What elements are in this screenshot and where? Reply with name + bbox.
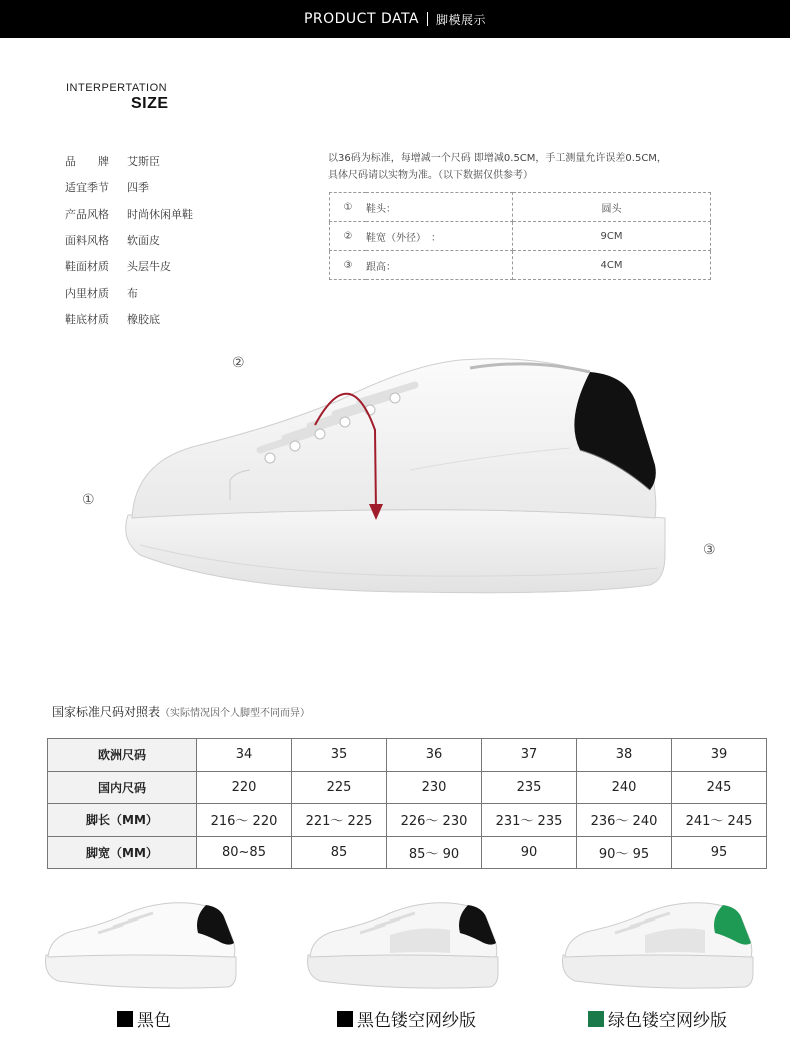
size-note-line: 具体尺码请以实物为准。（以下数据仅供参考） xyxy=(328,170,533,181)
spec-number: ① xyxy=(330,193,367,222)
variant-black-mesh-image xyxy=(300,895,505,995)
table-cell: 34 xyxy=(197,739,292,772)
shoe-side-view-image xyxy=(110,340,670,610)
table-cell: 37 xyxy=(482,739,577,772)
variant-green-mesh-image xyxy=(555,895,760,995)
attribute-key: 内里材质 xyxy=(65,286,109,300)
attribute-key: 适宜季节 xyxy=(65,181,109,195)
table-cell: 220 xyxy=(197,771,292,804)
color-swatch xyxy=(588,1011,604,1027)
table-row xyxy=(48,804,767,837)
attribute-key: 鞋底材质 xyxy=(65,312,109,326)
table-cell: 241～ 245 xyxy=(672,804,767,837)
table-row xyxy=(48,771,767,804)
attribute-row xyxy=(65,174,193,200)
attribute-row xyxy=(65,279,193,305)
size-chart-title-text: 国家标准尺码对照表 xyxy=(52,705,161,719)
spec-value: 9CM xyxy=(513,222,711,251)
attribute-value: 艾斯臣 xyxy=(127,155,160,169)
table-cell: 85 xyxy=(292,836,387,869)
header-title-en: PRODUCT DATA xyxy=(303,11,420,27)
spec-value: 4CM xyxy=(513,251,711,280)
header-title-cn: 脚模展示 xyxy=(436,12,487,27)
size-heading: SIZE xyxy=(131,95,169,112)
marker-heel: ③ xyxy=(703,542,716,558)
header-bar xyxy=(0,0,790,38)
table-cell: 39 xyxy=(672,739,767,772)
row-header: 欧洲尺码 xyxy=(48,739,197,772)
variant-label xyxy=(588,1006,727,1031)
color-swatch xyxy=(117,1011,133,1027)
marker-width: ② xyxy=(232,355,245,371)
spec-row xyxy=(330,251,711,280)
table-cell: 221～ 225 xyxy=(292,804,387,837)
table-cell: 231～ 235 xyxy=(482,804,577,837)
table-cell: 230 xyxy=(387,771,482,804)
variant-label-text: 黑色镂空网纱版 xyxy=(357,1011,476,1031)
table-cell: 85～ 90 xyxy=(387,836,482,869)
size-chart-title xyxy=(52,703,310,720)
attribute-key: 鞋面材质 xyxy=(65,260,109,274)
size-note-line: 以36码为标准，每增减一个尺码 即增减0.5CM，手工测量允许误差0.5CM， xyxy=(328,153,667,164)
attribute-value: 时尚休闲单鞋 xyxy=(127,207,193,221)
table-cell: 236～ 240 xyxy=(577,804,672,837)
table-cell: 225 xyxy=(292,771,387,804)
attribute-value: 橡胶底 xyxy=(127,312,160,326)
spec-number: ② xyxy=(330,222,367,251)
attribute-row xyxy=(65,253,193,279)
variant-label xyxy=(337,1006,476,1031)
row-header: 脚长（MM） xyxy=(48,804,197,837)
spec-label: 鞋头： xyxy=(366,193,513,222)
spec-label: 鞋宽（外径） ： xyxy=(366,222,513,251)
variant-black-image xyxy=(38,895,243,995)
spec-number: ③ xyxy=(330,251,367,280)
attribute-value: 布 xyxy=(127,286,138,300)
attribute-row xyxy=(65,201,193,227)
table-cell: 226～ 230 xyxy=(387,804,482,837)
attribute-key: 面料风格 xyxy=(65,234,109,248)
color-swatch xyxy=(337,1011,353,1027)
attribute-key: 品 牌 xyxy=(65,155,109,169)
attribute-row xyxy=(65,148,193,174)
row-header: 国内尺码 xyxy=(48,771,197,804)
variant-label-text: 黑色 xyxy=(137,1011,171,1031)
attribute-row xyxy=(65,227,193,253)
table-cell: 36 xyxy=(387,739,482,772)
header-divider xyxy=(427,12,428,26)
attribute-value: 四季 xyxy=(127,181,149,195)
row-header: 脚宽（MM） xyxy=(48,836,197,869)
spec-row xyxy=(330,193,711,222)
attribute-key: 产品风格 xyxy=(65,207,109,221)
attribute-value: 头层牛皮 xyxy=(127,260,171,274)
table-cell: 95 xyxy=(672,836,767,869)
table-cell: 216～ 220 xyxy=(197,804,292,837)
spec-label: 跟高： xyxy=(366,251,513,280)
attribute-value: 软面皮 xyxy=(127,234,160,248)
table-cell: 240 xyxy=(577,771,672,804)
table-cell: 90 xyxy=(482,836,577,869)
table-cell: 235 xyxy=(482,771,577,804)
table-cell: 245 xyxy=(672,771,767,804)
table-cell: 38 xyxy=(577,739,672,772)
spec-value: 圆头 xyxy=(513,193,711,222)
variant-label-text: 绿色镂空网纱版 xyxy=(608,1011,727,1031)
table-cell: 80~85 xyxy=(197,836,292,869)
size-note xyxy=(328,150,708,184)
marker-toe: ① xyxy=(82,492,95,508)
attribute-row xyxy=(65,306,193,332)
table-cell: 90～ 95 xyxy=(577,836,672,869)
interpretation-label: INTERPERTATION xyxy=(66,82,168,94)
attribute-list xyxy=(65,148,193,332)
table-cell: 35 xyxy=(292,739,387,772)
spec-table xyxy=(329,192,711,280)
size-chart-subtitle: （实际情况因个人脚型不同而异） xyxy=(160,708,311,719)
table-row xyxy=(48,739,767,772)
table-row xyxy=(48,836,767,869)
size-chart-table xyxy=(47,738,767,869)
spec-row xyxy=(330,222,711,251)
variant-label xyxy=(117,1006,171,1031)
